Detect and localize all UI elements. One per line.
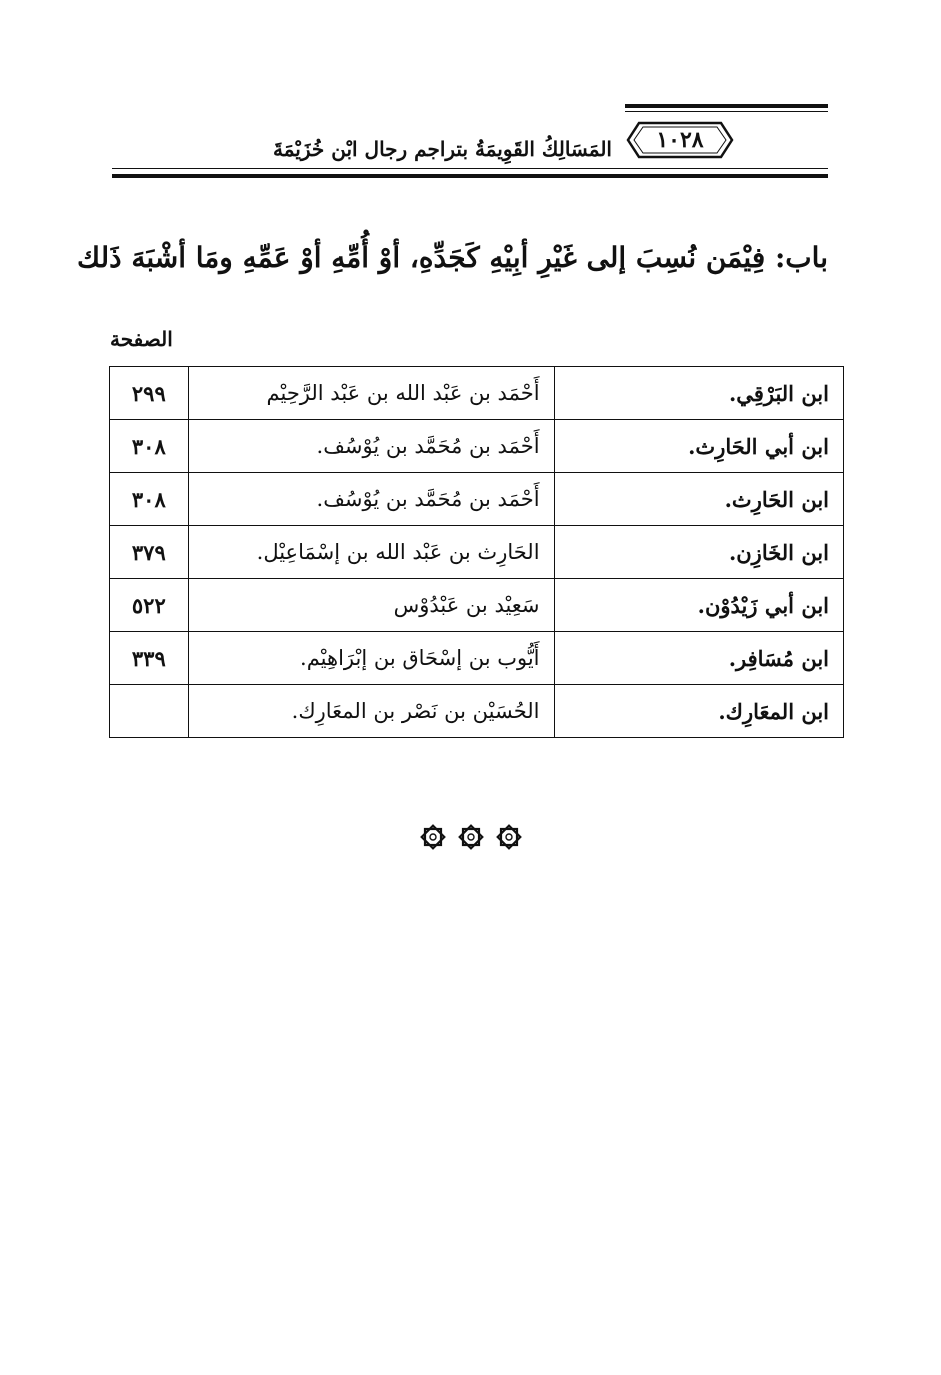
row-short-name: ابن أبي الحَارِث. [554, 420, 843, 473]
row-full-name: الحَارِث بن عَبْد الله بن إسْمَاعِيْل. [188, 526, 554, 579]
header-rule-top-thin [625, 111, 828, 112]
page-column-label: الصفحة [110, 327, 173, 351]
end-ornaments [418, 822, 524, 854]
row-full-name: أَحْمَد بن عَبْد الله بن عَبْد الرَّحِيْم [188, 367, 554, 420]
eight-point-star-icon [494, 822, 524, 852]
row-page: ٣٣٩ [110, 632, 189, 685]
row-full-name: سَعِيْد بن عَبْدُوْس [188, 579, 554, 632]
chapter-title: باب: فِيْمَن نُسِبَ إلى غَيْرِ أبِيْهِ كَجَدِّهِ، أوْ أُمِّهِ أوْ عَمِّهِ ومَا أشْبَهَ ذَلك [76, 241, 828, 274]
header-rule-bottom [112, 174, 828, 178]
row-full-name: أَحْمَد بن مُحَمَّد بن يُوْسُف. [188, 473, 554, 526]
row-short-name: ابن مُسَافِر. [554, 632, 843, 685]
row-page: ٣٧٩ [110, 526, 189, 579]
row-page [110, 685, 189, 738]
row-full-name: الحُسَيْن بن نَصْر بن المعَارِك. [188, 685, 554, 738]
table-row [110, 473, 844, 526]
header-rule-top [625, 104, 828, 108]
header-rule-bottom-thin [112, 168, 828, 169]
row-short-name: ابن المعَارِك. [554, 685, 843, 738]
index-table [109, 366, 844, 738]
row-short-name: ابن الحَارِث. [554, 473, 843, 526]
row-full-name: أَحْمَد بن مُحَمَّد بن يُوْسُف. [188, 420, 554, 473]
table-row [110, 526, 844, 579]
row-short-name: ابن الخَازِن. [554, 526, 843, 579]
page-number: ١٠٢٨ [656, 127, 704, 153]
row-short-name: ابن البَرْقِي. [554, 367, 843, 420]
row-short-name: ابن أبي زَيْدُوْن. [554, 579, 843, 632]
table-row [110, 632, 844, 685]
row-page: ٥٢٢ [110, 579, 189, 632]
row-full-name: أَيُّوب بن إسْحَاق بن إبْرَاهِيْم. [188, 632, 554, 685]
eight-point-star-icon [418, 822, 448, 852]
row-page: ٣٠٨ [110, 420, 189, 473]
page-number-badge [625, 120, 735, 160]
table-row [110, 420, 844, 473]
table-row [110, 579, 844, 632]
book-title: المَسَالِكُ القَوِيمَةُ بتراجم رجال ابْن خُزَيْمَةَ [273, 137, 612, 161]
table-row [110, 685, 844, 738]
eight-point-star-icon [456, 822, 486, 852]
row-page: ٣٠٨ [110, 473, 189, 526]
row-page: ٢٩٩ [110, 367, 189, 420]
table-row [110, 367, 844, 420]
